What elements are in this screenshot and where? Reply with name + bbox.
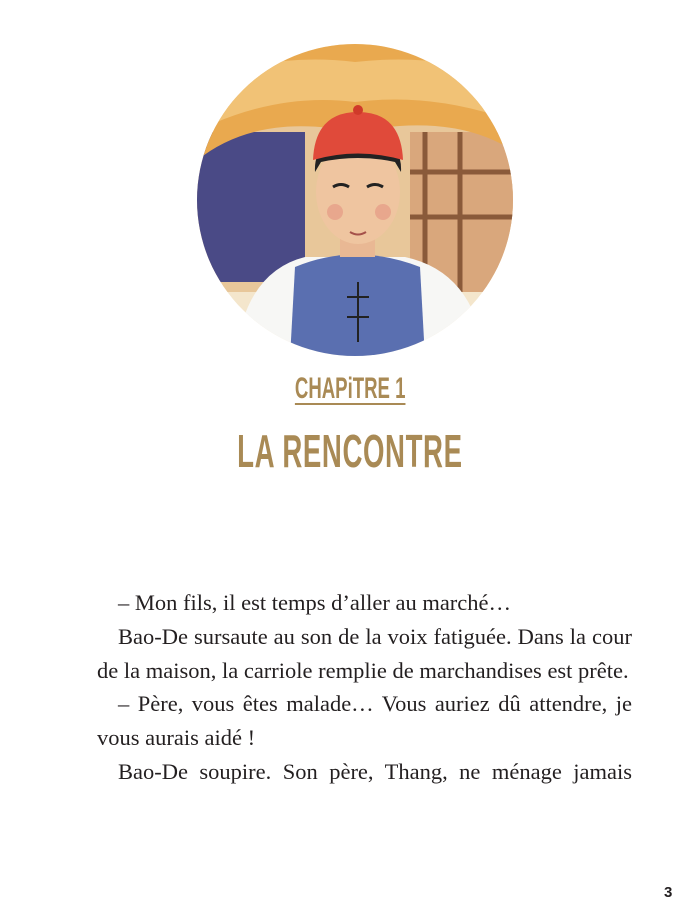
paragraph: – Père, vous êtes malade… Vous auriez dû attendre, je vous aurais aidé ! <box>97 691 632 751</box>
paragraph: Bao-De sursaute au son de la voix fatiguée. Dans la cour de la maison, la carriole remplie de marchandises est prête. <box>97 623 632 683</box>
body-text <box>97 586 632 789</box>
paragraph: Bao-De soupire. Son père, Thang, ne ménage jamais <box>118 758 632 784</box>
page-number: 3 <box>664 884 673 901</box>
boy-red-cap-illustration-icon <box>195 42 515 358</box>
chapter-title <box>0 424 700 478</box>
chapter-title-text: LA RENCONTRE <box>237 425 463 477</box>
chapter-label-text: CHAPiTRE 1 <box>294 372 406 405</box>
paragraph: – Mon fils, il est temps d’aller au marché… <box>118 590 512 615</box>
chapter-label <box>0 372 700 406</box>
